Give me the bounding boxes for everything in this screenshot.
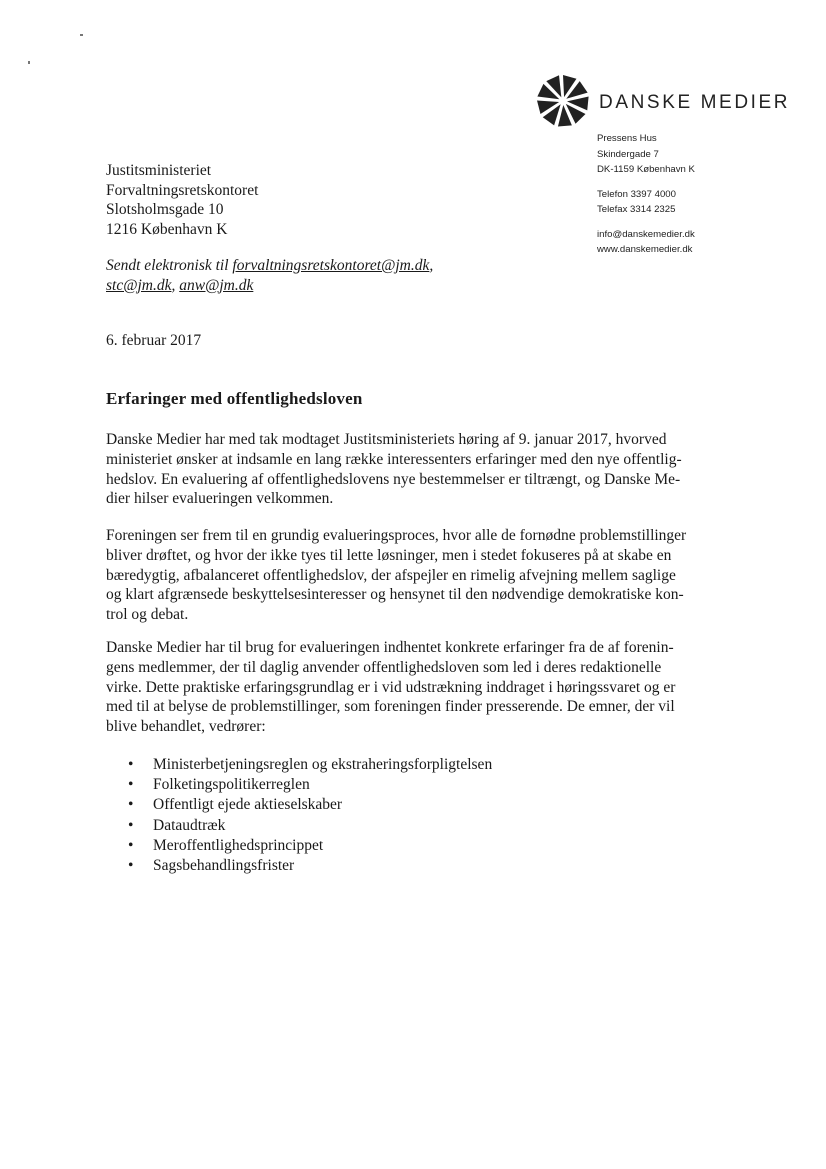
list-item <box>128 836 492 856</box>
paragraph-line: virke. Dette praktiske erfaringsgrundlag er i vid udstrækning inddraget i høringssvaret og er <box>106 678 676 696</box>
list-item <box>128 775 492 795</box>
recipient-line: Forvaltningsretskontoret <box>106 181 259 199</box>
bullet-icon: • <box>128 756 134 773</box>
list-item-text: Offentligt ejede aktieselskaber <box>153 796 343 814</box>
list-item-text: Meroffentlighedsprincippet <box>153 836 324 854</box>
paragraph-line: Foreningen ser frem til en grundig evalueringsproces, hvor alle de fornødne problemstillinger <box>106 527 687 544</box>
list-item-text: Folketingspolitikerreglen <box>153 776 310 794</box>
email-link-anw[interactable]: anw@jm.dk <box>179 276 254 294</box>
website-line: www.danskemedier.dk <box>597 244 693 255</box>
bullet-icon: • <box>128 836 134 854</box>
list-item-text: Sagsbehandlingsfrister <box>153 857 295 875</box>
letter-date: 6. februar 2017 <box>106 332 202 349</box>
sent-prefix: Sendt elektronisk til <box>106 257 233 274</box>
body-paragraph <box>106 526 718 625</box>
letter-title: Erfaringer med offentlighedsloven <box>106 389 363 408</box>
bullet-icon: • <box>128 857 134 875</box>
bullet-icon: • <box>128 776 134 794</box>
phone-line: Telefon 3397 4000 <box>597 188 676 200</box>
body-paragraph <box>106 638 718 737</box>
bullet-icon: • <box>128 796 134 814</box>
paragraph-line: og klart afgrænsede beskyttelsesinteresser og hensynet til den nødvendige demokratiske kon- <box>106 586 684 604</box>
fax-line: Telefax 3314 2325 <box>597 204 676 215</box>
scan-speck <box>28 61 30 64</box>
address-line: DK-1159 København K <box>597 164 695 175</box>
body-paragraph <box>106 430 718 509</box>
paragraph-line: gens medlemmer, der til daglig anvender offentlighedsloven som led i deres redaktionelle <box>106 658 662 676</box>
list-item <box>128 816 492 836</box>
email-link-forvaltningsretskontoret[interactable]: forvaltningsretskontoret@jm.dk <box>232 257 430 274</box>
paragraph-line: Danske Medier har med tak modtaget Justitsministeriets høring af 9. januar 2017, hvorved <box>106 431 667 448</box>
paragraph-line: hedslov. En evaluering af offentlighedslovens nye bestemmelser er tiltrængt, og Danske Me- <box>106 470 681 488</box>
paragraph-line: bæredygtig, afbalanceret offentlighedslov, der afspejler en rimelig afvejning mellem saglige <box>106 566 676 584</box>
email-line: info@danskemedier.dk <box>597 228 695 240</box>
paragraph-line: trol og debat. <box>106 606 189 624</box>
list-item <box>128 795 492 815</box>
sent-electronically-note <box>106 256 433 295</box>
separator: , <box>171 276 180 294</box>
bullet-icon: • <box>128 816 134 834</box>
list-item-text: Ministerbetjeningsreglen og ekstraheringsforpligtelsen <box>153 756 493 773</box>
contact-block <box>597 131 695 258</box>
paragraph-line: med til at belyse de problemstillinger, som foreningen finder presserende. De emner, der vil <box>106 698 675 716</box>
paragraph-line: dier hilser evalueringen velkommen. <box>106 490 334 508</box>
list-item-text: Dataudtræk <box>153 816 226 834</box>
list-item <box>128 755 492 775</box>
paragraph-line: Danske Medier har til brug for evalueringen indhentet konkrete erfaringer fra de af forenin- <box>106 639 674 656</box>
danske-medier-star-icon <box>536 74 590 128</box>
topic-list <box>128 755 492 876</box>
paragraph-line: blive behandlet, vedrører: <box>106 718 266 736</box>
address-line: Skindergade 7 <box>597 148 659 160</box>
recipient-line: Slotsholmsgade 10 <box>106 201 224 219</box>
recipient-line: Justitsministeriet <box>106 162 212 179</box>
paragraph-line: ministeriet ønsker at indsamle en lang række interessenters erfaringer med den nye offentlig- <box>106 450 682 468</box>
separator: , <box>429 257 434 274</box>
list-item <box>128 856 492 876</box>
address-line: Pressens Hus <box>597 133 657 144</box>
recipient-address <box>106 161 258 239</box>
scan-speck <box>80 34 83 36</box>
recipient-line: 1216 København K <box>106 220 228 238</box>
brand-name: DANSKE MEDIER <box>599 92 791 113</box>
email-link-stc[interactable]: stc@jm.dk <box>106 276 172 294</box>
letterhead-logo <box>536 74 790 128</box>
paragraph-line: bliver drøftet, og hvor der ikke tyes til lette løsninger, men i stedet fokuseres på at skabe en <box>106 546 672 564</box>
